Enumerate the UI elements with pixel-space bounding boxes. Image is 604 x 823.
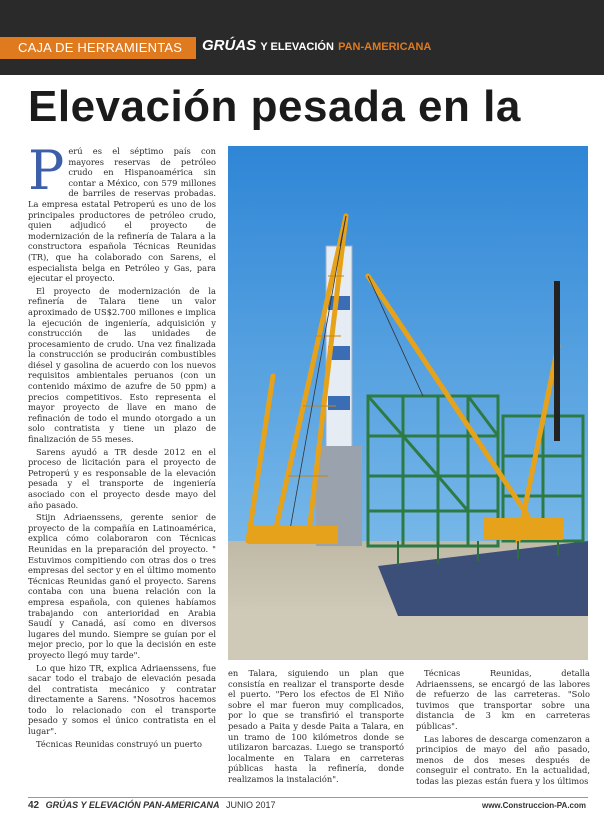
section-title-mid: Y ELEVACIÓN	[260, 41, 334, 53]
article-column-3	[416, 668, 590, 788]
paragraph-text: erú es el séptimo país con mayores reservas de petróleo crudo en Hispanoamérica sin contar a México, con 579 millones de barriles de reservas probadas. La empresa estatal Petroperú es uno de los principales productores de petróleo crudo, quien adjudicó el proyecto de modernización de la refinería de Talara a la constructora española Técnicas Reunidas (TR), que ha colaborado con Sarens, el especialista belga en Petróleo y Gas, para ejecutar el proyecto.	[28, 146, 216, 284]
publication-name: GRÚAS Y ELEVACIÓN PAN-AMERICANA	[45, 800, 220, 810]
paragraph: Lo que hizo TR, explica Adriaenssens, fue sacar todo el trabajo de elevación pesada del contratista mecánico y contratar directamente a Sarens. "Nosotros hacemos todo lo relacionado con el transporte pesado y somos el único contratista en el lugar".	[28, 662, 216, 737]
page-number: 42	[28, 800, 40, 811]
section-tab-label: CAJA DE HERRAMIENTAS	[18, 40, 183, 55]
paragraph: Técnicas Reunidas construyó un puerto	[36, 738, 202, 749]
drop-cap: P	[28, 146, 65, 202]
section-tab	[0, 37, 196, 59]
website-link[interactable]: www.Construccion-PA.com	[481, 801, 586, 810]
paragraph: Sarens ayudó a TR desde 2012 en el proceso de licitación para el proyecto de Petroperú y es responsable de la elevación pesada y el transporte de ingeniería asociado con el proyecto desde mayo del año pasado.	[28, 446, 216, 510]
paragraph: El proyecto de modernización de la refinería de Talara tiene un valor aproximado de US$2.700 millones e implica la ejecución de ingeniería, adquisición y construcción de las unidades de procesamiento de crudo. Una vez finalizada la construcción se producirán combustibles diésel y gasolina de acuerdo con los nuevos requisitos ambientales peruanos (con un contenido máximo de azufre de 50 ppm) a precios competitivos. Esto representa el mayor proyecto de llave en mano de refinación de todo el mundo otorgado a un solo contratista y tiene un plazo de finalización de 55 meses.	[28, 285, 216, 445]
article-column-1	[28, 146, 216, 786]
section-title-brand: PAN-AMERICANA	[338, 41, 432, 53]
issue-date: JUNIO 2017	[226, 800, 276, 810]
paragraph: Las labores de descarga comenzaron a principios de mayo del año pasado, menos de dos meses después de conseguir el contrato. En la actualidad, todas las piezas están fuera y los últimos	[416, 733, 590, 786]
section-title	[202, 37, 431, 54]
first-paragraph	[28, 146, 216, 284]
footer-left	[28, 800, 276, 811]
paragraph: en Talara, siguiendo un plan que consistía en realizar el transporte desde el puerto. "Pero los efectos de El Niño sobre el mar fueron muy complicados, por lo que se transfirió el transporte pesado a Paita y desde Paita a Talara, en un tramo de 100 kilómetros donde se utilizaron barcazas. Luego se transportó localmente en Talara en carreteras públicas hasta la refinería, donde realizamos la instalación".	[228, 668, 404, 784]
footer-divider	[28, 797, 588, 798]
crane-site-photo	[228, 146, 588, 660]
article-headline: Elevación pesada en la	[28, 82, 521, 131]
paragraph: Técnicas Reunidas, detalla Adriaenssens, se encargó de las labores de refuerzo de las carreteras. "Solo tuvimos que transportar sobre una distancia de 3 km en carreteras públicas".	[416, 668, 590, 731]
article-column-2	[228, 668, 404, 788]
section-title-main: GRÚAS	[202, 37, 257, 54]
paragraph: Stijn Adriaenssens, gerente senior de proyecto de la compañía en Latinoamérica, explica cómo colaboraron con Técnicas Reunidas en la preparación del proyecto. " Estuvimos compitiendo con otras dos o tres empresas del sector y en el último momento Técnicas Reunidas ganó el proyecto. Sarens contaba con una buena relación con la empresa española, con quienes habíamos trabajando con anterioridad en Arabia Saudí y Canadá, así como en diversos lugares del mundo. Siempre se guían por el mejor precio, por lo que la decisión en este proyecto llegó muy tarde".	[28, 512, 216, 660]
